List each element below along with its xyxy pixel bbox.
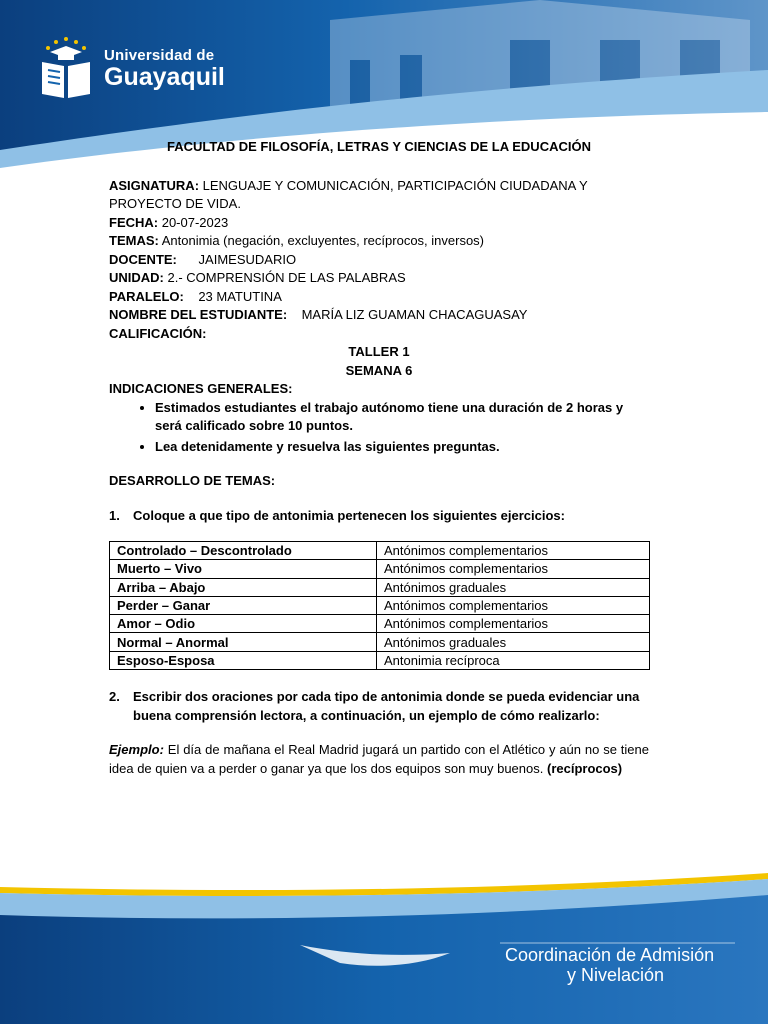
coordination-label	[505, 945, 714, 985]
indicaciones-title: INDICACIONES GENERALES:	[109, 381, 293, 396]
field-label: TEMAS:	[109, 233, 159, 248]
field-label: PARALELO:	[109, 288, 184, 304]
type-cell: Antonimia recíproca	[377, 651, 650, 669]
field-value: Antonimia (negación, excluyentes, recíprocos, inversos)	[158, 233, 485, 248]
pair-cell: Arriba – Abajo	[110, 578, 377, 596]
field-docente	[109, 251, 649, 270]
indicaciones-list	[109, 399, 649, 457]
field-calificacion	[109, 325, 649, 344]
table-row	[110, 542, 650, 560]
field-value: LENGUAJE Y COMUNICACIÓN, PARTICIPACIÓN CIUDADANA Y PROYECTO DE VIDA.	[109, 177, 588, 211]
table-row	[110, 615, 650, 633]
question-number: 2.	[109, 689, 120, 705]
field-estudiante	[109, 306, 649, 325]
field-label: NOMBRE DEL ESTUDIANTE:	[109, 307, 288, 322]
field-unidad	[109, 269, 649, 288]
field-fecha	[109, 214, 649, 233]
pair-cell: Muerto – Vivo	[110, 560, 377, 578]
field-label: DOCENTE:	[109, 251, 177, 267]
question-text: Coloque a que tipo de antonimia pertenecen los siguientes ejercicios:	[133, 507, 565, 523]
field-temas	[109, 232, 649, 251]
type-cell: Antónimos complementarios	[377, 560, 650, 578]
pair-cell: Amor – Odio	[110, 615, 377, 633]
footer-banner	[0, 865, 768, 1024]
type-cell: Antónimos graduales	[377, 578, 650, 596]
pair-cell: Esposo-Esposa	[110, 651, 377, 669]
table-row	[110, 596, 650, 614]
faculty-title: FACULTAD DE FILOSOFÍA, LETRAS Y CIENCIAS DE LA EDUCACIÓN	[167, 139, 591, 154]
list-item: • Estimados estudiantes el trabajo autónomo tiene una duración de 2 horas y será calificado sobre 10 puntos.	[155, 399, 649, 436]
example-text: El día de mañana el Real Madrid jugará un partido con el Atlético y aún no se tiene idea de quien va a perder o ganar ya que los dos equipos son muy buenos.	[109, 742, 649, 776]
type-cell: Antónimos complementarios	[377, 615, 650, 633]
type-cell: Antónimos complementarios	[377, 542, 650, 560]
pair-cell: Controlado – Descontrolado	[110, 542, 377, 560]
type-cell: Antónimos graduales	[377, 633, 650, 651]
example-tag: (recíprocos)	[546, 760, 623, 776]
field-value: JAIMESUDARIO	[176, 251, 297, 267]
question-number: 1.	[109, 507, 120, 523]
table-row	[110, 633, 650, 651]
desarrollo-heading: DESARROLLO DE TEMAS:	[109, 473, 276, 488]
field-value: 23 MATUTINA	[183, 288, 282, 304]
logo-line2: Guayaquil	[104, 63, 225, 91]
university-logo	[36, 36, 225, 102]
pair-cell: Perder – Ganar	[110, 596, 377, 614]
field-label: CALIFICACIÓN:	[109, 325, 207, 341]
coordination-line1: Coordinación de Admisión	[505, 945, 715, 965]
table-row	[110, 560, 650, 578]
pair-cell: Normal – Anormal	[110, 633, 377, 651]
field-value: 20-07-2023	[158, 214, 229, 230]
info-fields	[109, 177, 649, 344]
field-value: MARÍA LIZ GUAMAN CHACAGUASAY	[287, 307, 528, 322]
question-1	[109, 507, 649, 526]
type-cell: Antónimos complementarios	[377, 596, 650, 614]
semana-heading: SEMANA 6	[345, 362, 413, 378]
field-label: FECHA:	[109, 214, 159, 230]
coordination-line2: y Nivelación	[567, 965, 665, 985]
table-row	[110, 578, 650, 596]
example-label: Ejemplo:	[109, 742, 164, 758]
field-label: UNIDAD:	[109, 270, 164, 285]
example-paragraph	[109, 741, 649, 778]
question-text: Escribir dos oraciones por cada tipo de antonimia donde se pueda evidenciar una buena comprensión lectora, a continuación, un ejemplo de cómo realizarlo:	[133, 689, 640, 723]
field-asignatura	[109, 177, 649, 214]
document-body	[109, 138, 649, 791]
taller-heading: TALLER 1	[348, 344, 410, 359]
question-2	[109, 688, 649, 725]
field-label: ASIGNATURA:	[109, 177, 200, 193]
antonym-table	[109, 541, 650, 670]
list-item: • Lea detenidamente y resuelva las siguientes preguntas.	[155, 438, 649, 457]
logo-line1: Universidad de	[104, 47, 215, 64]
table-row	[110, 651, 650, 669]
field-paralelo	[109, 288, 649, 307]
book-cap-icon	[36, 36, 96, 102]
field-value: 2.- COMPRENSIÓN DE LAS PALABRAS	[163, 270, 406, 285]
